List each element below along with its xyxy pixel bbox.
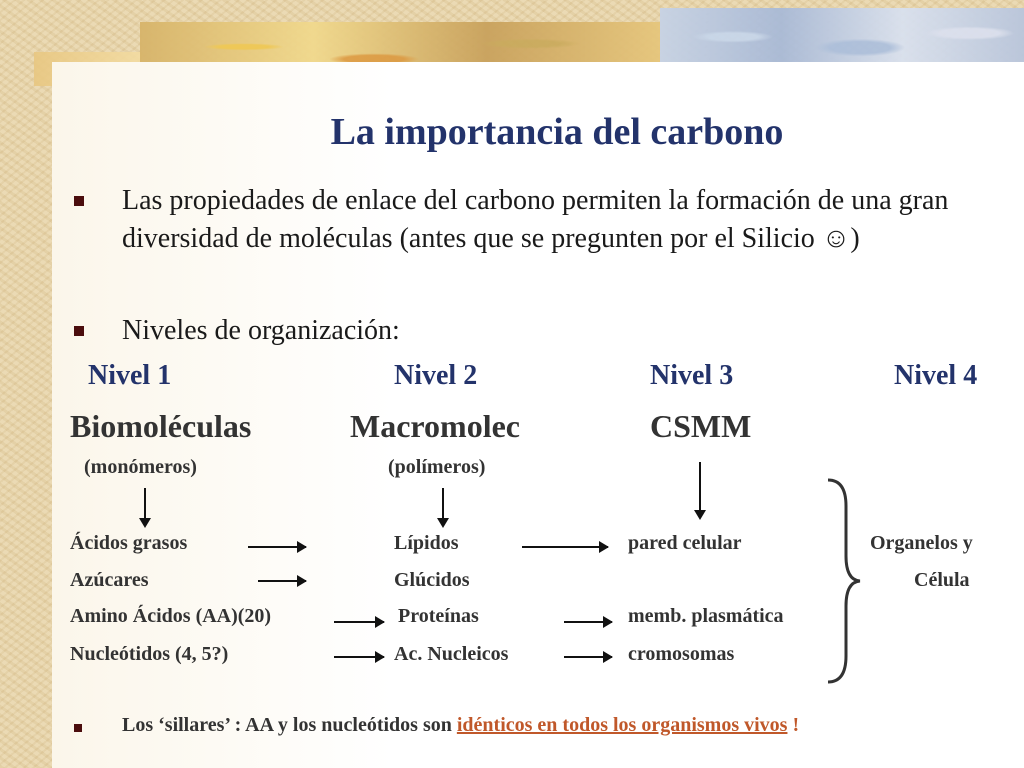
right-arrow-icon [248, 546, 306, 548]
right-arrow-icon [564, 656, 612, 658]
bullet-square-icon [74, 326, 84, 336]
row3-col1: Amino Ácidos (AA)(20) [70, 605, 272, 627]
level-2-label: Nivel 2 [394, 360, 478, 391]
biomolecules-label: Biomoléculas [70, 408, 252, 444]
down-arrow-icon [699, 462, 701, 518]
footer-statement [122, 714, 799, 737]
bullet-levels-heading: Niveles de organización: [122, 315, 400, 346]
polymers-label: (polímeros) [388, 456, 486, 478]
bullet-carbon-bonding: Las propiedades de enlace del carbono permiten la formación de una gran diversidad de moléculas (antes que se pregunten por el Silicio ☺) [122, 185, 949, 254]
row4-col3: cromosomas [628, 643, 735, 665]
csmm-label: CSMM [650, 408, 752, 444]
footer-highlight: idénticos en todos los organismos vivos [456, 714, 788, 736]
down-arrow-icon [144, 488, 146, 526]
footer-end: ! [787, 714, 800, 736]
footer-text: Los ‘sillares’ : AA y los nucleótidos son [122, 714, 457, 736]
bullet-square-icon [74, 724, 82, 732]
bullet-square-icon [74, 196, 84, 206]
right-arrow-icon [564, 621, 612, 623]
row1-col2: Lípidos [394, 532, 459, 554]
right-arrow-icon [334, 621, 384, 623]
monomers-label: (monómeros) [84, 456, 197, 478]
level-3-label: Nivel 3 [650, 360, 734, 391]
level4-organelles: Organelos y [870, 532, 973, 554]
row4-col1: Nucleótidos (4, 5?) [70, 643, 229, 665]
macromolecules-label: Macromolec [350, 408, 520, 444]
right-arrow-icon [522, 546, 608, 548]
level-4-label: Nivel 4 [894, 360, 978, 391]
row4-col2: Ac. Nucleicos [394, 643, 509, 665]
right-arrow-icon [334, 656, 384, 658]
slide-title: La importancia del carbono [330, 111, 784, 153]
row1-col3: pared celular [628, 532, 742, 554]
level-1-label: Nivel 1 [88, 360, 172, 391]
curly-brace-icon [824, 476, 864, 686]
down-arrow-icon [442, 488, 444, 526]
level4-cell: Célula [914, 569, 970, 591]
row3-col2: Proteínas [398, 605, 479, 627]
row3-col3: memb. plasmática [628, 605, 784, 627]
row2-col1: Azúcares [70, 569, 149, 591]
right-arrow-icon [258, 580, 306, 582]
row1-col1: Ácidos grasos [70, 532, 188, 554]
row2-col2: Glúcidos [394, 569, 470, 591]
